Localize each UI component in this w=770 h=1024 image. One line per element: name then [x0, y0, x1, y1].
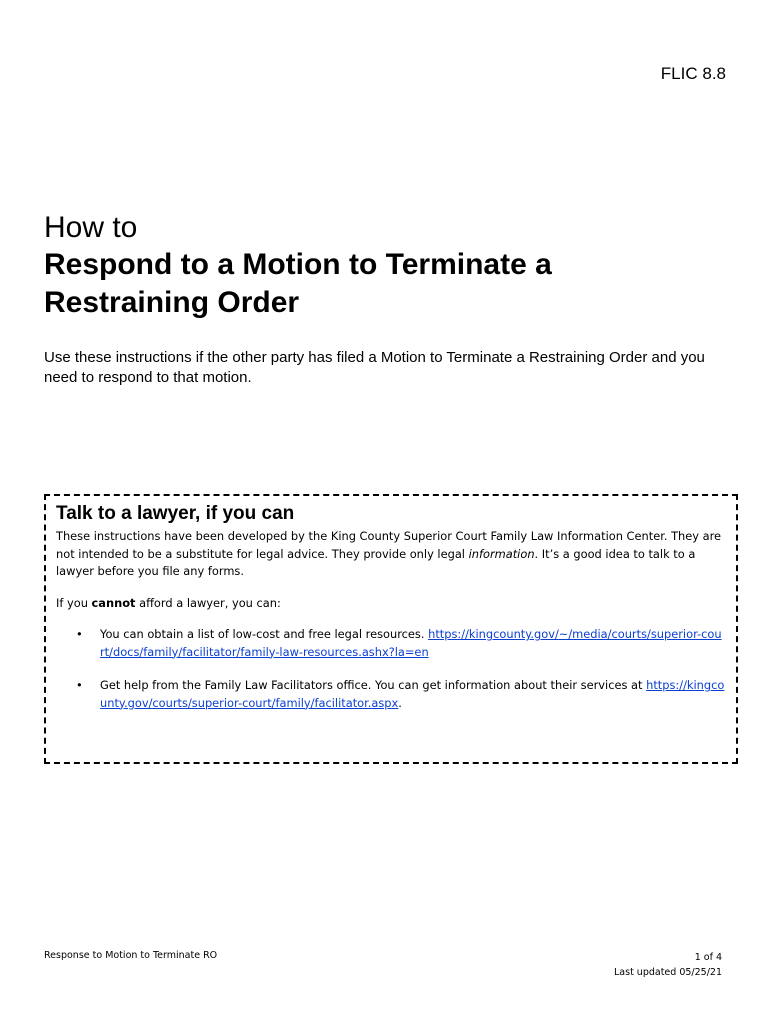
list-item — [56, 677, 726, 712]
form-code: FLIC 8.8 — [660, 64, 726, 83]
title-prefix: How to — [44, 211, 138, 244]
list-item-text: You can obtain a list of low-cost and free legal resources. — [100, 627, 429, 641]
afford-text-start: If you — [56, 595, 92, 610]
list-item-text: Get help from the Family Law Facilitators office. You can get information about their services at — [100, 678, 647, 692]
resource-list — [56, 626, 726, 712]
footer-doc-name: Response to Motion to Terminate RO — [44, 950, 218, 961]
title-block — [44, 210, 724, 322]
disclaimer-text-end: . It’s a good idea to talk to a lawyer before you file any forms. — [56, 546, 696, 578]
bullet-icon: • — [76, 678, 83, 692]
afford-bold: cannot — [91, 595, 136, 610]
lawyer-box-heading: Talk to a lawyer, if you can — [56, 503, 295, 524]
disclaimer-paragraph — [56, 528, 726, 581]
bullet-icon: • — [76, 627, 83, 641]
legal-resources-link[interactable]: https://kingcounty.gov/~/media/courts/superior-court/docs/family/facilitator/family-law-resources.ashx?la=en — [100, 627, 722, 659]
afford-paragraph — [56, 595, 726, 613]
afford-text-end: afford a lawyer, you can: — [135, 595, 281, 610]
lawyer-info-box — [44, 494, 738, 764]
list-item — [56, 626, 726, 661]
footer-page-info — [614, 950, 722, 980]
intro-text: Use these instructions if the other party has filed a Motion to Terminate a Restraining Order and you need to respond to that motion. — [44, 349, 705, 386]
list-item-after: . — [398, 695, 402, 710]
disclaimer-italic: information — [468, 546, 535, 561]
disclaimer-text-start: These instructions have been developed by the King County Superior Court Family Law Information Center. They are not intended to be a substitute for legal advice. They provide only legal — [56, 529, 722, 561]
last-updated: Last updated 05/25/21 — [614, 967, 722, 978]
page-number: 1 of 4 — [694, 952, 722, 963]
facilitator-link[interactable]: https://kingcounty.gov/courts/superior-court/family/facilitator.aspx — [100, 678, 725, 710]
page-title: Respond to a Motion to Terminate a Restraining Order — [44, 248, 552, 319]
